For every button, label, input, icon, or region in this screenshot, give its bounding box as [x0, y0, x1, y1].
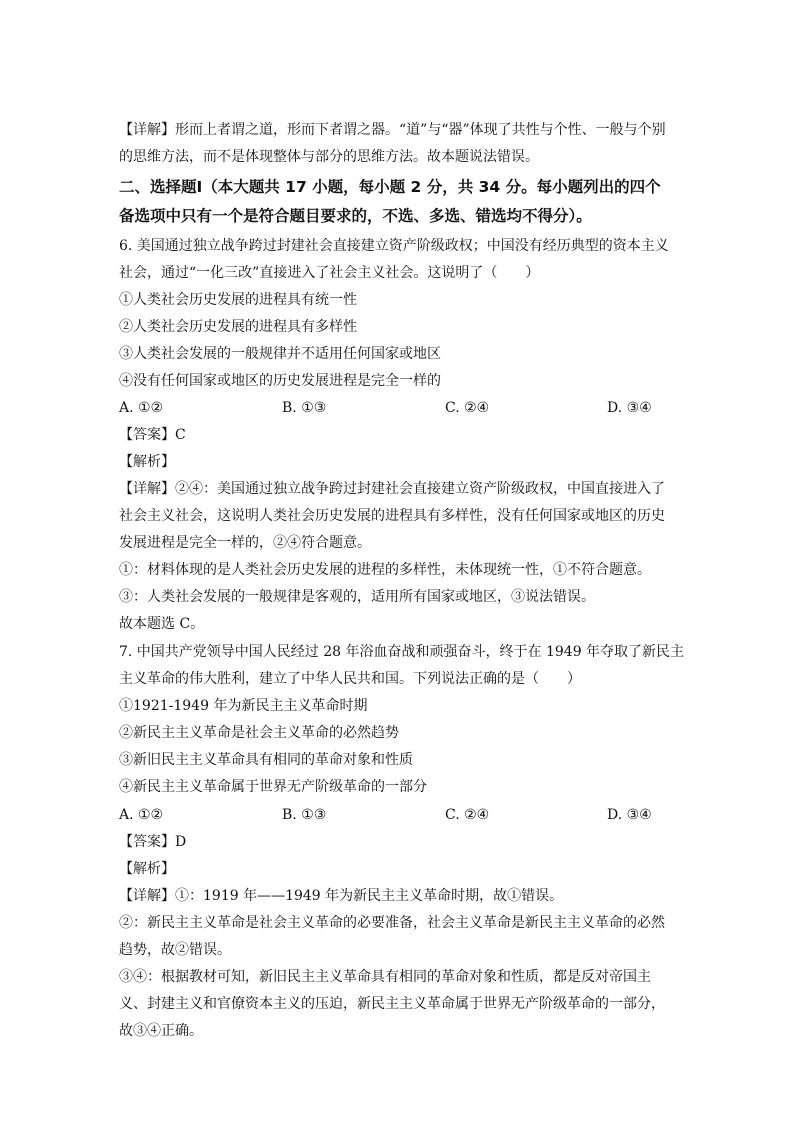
explanation: 趋势，故②错误。 — [119, 942, 231, 958]
explanation: 【详解】①：1919 年——1949 年为新民主主义革命时期，故①错误。 — [119, 888, 564, 904]
statement: ③人类社会发展的一般规律并不适用任何国家或地区 — [119, 346, 441, 362]
explanation: ③：人类社会发展的一般规律是客观的，适用所有国家或地区，③说法错误。 — [119, 589, 595, 605]
q6-option-d: D. ③④ — [607, 400, 652, 416]
text-line: 的思维方法，而不是体现整体与部分的思维方法。故本题说法错误。 — [119, 149, 539, 165]
question-6-stem: 6. 美国通过独立战争跨过封建社会直接建立资产阶级政权；中国没有经历典型的资本主义 — [119, 238, 669, 254]
statement: ④没有任何国家或地区的历史发展进程是完全一样的 — [119, 373, 441, 389]
explanation: 故本题选 C。 — [119, 616, 205, 632]
explanation: 社会主义社会，这说明人类社会历史发展的进程具有多样性，没有任何国家或地区的历史 — [119, 508, 665, 524]
section-heading: 二、选择题Ⅰ（本大题共 17 小题，每小题 2 分，共 34 分。每小题列出的四个 — [119, 178, 661, 196]
q6-option-c: C. ②④ — [445, 400, 490, 416]
question-7-stem: 主义革命的伟大胜利，建立了中华人民共和国。下列说法正确的是（ ） — [119, 671, 581, 687]
statement: ②新民主主义革命是社会主义革命的必然趋势 — [119, 725, 399, 741]
statement: ①1921-1949 年为新民主主义革命时期 — [119, 698, 368, 714]
explanation: 发展进程是完全一样的，②④符合题意。 — [119, 535, 371, 551]
analysis-label: 【解析】 — [119, 454, 175, 470]
explanation: ③④：根据教材可知，新旧民主主义革命具有相同的革命对象和性质，都是反对帝国主 — [119, 969, 651, 985]
q6-option-a: A. ①② — [119, 400, 164, 416]
analysis-label: 【解析】 — [119, 861, 175, 877]
explanation: 义、封建主义和官僚资本主义的压迫，新民主主义革命属于世界无产阶级革命的一部分， — [119, 996, 665, 1012]
q7-option-b: B. ①③ — [282, 807, 327, 823]
answer: 【答案】D — [119, 834, 187, 850]
section-heading: 备选项中只有一个是符合题目要求的，不选、多选、错选均不得分）。 — [119, 207, 592, 225]
q7-option-c: C. ②④ — [445, 807, 490, 823]
q7-option-a: A. ①② — [119, 807, 164, 823]
explanation: ①：材料体现的是人类社会历史发展的进程的多样性，未体现统一性，①不符合题意。 — [119, 562, 651, 578]
statement: ①人类社会历史发展的进程具有统一性 — [119, 292, 357, 308]
q7-option-d: D. ③④ — [607, 807, 652, 823]
explanation: ②：新民主主义革命是社会主义革命的必要准备，社会主义革命是新民主主义革命的必然 — [119, 915, 665, 931]
question-6-stem: 社会，通过“一化三改”直接进入了社会主义社会。这说明了（ ） — [119, 265, 540, 281]
q6-option-b: B. ①③ — [282, 400, 327, 416]
question-7-stem: 7. 中国共产党领导中国人民经过 28 年浴血奋战和顽强奋斗，终于在 1949 年夺取了新民主 — [119, 644, 685, 660]
statement: ③新旧民主主义革命具有相同的革命对象和性质 — [119, 752, 413, 768]
statement: ④新民主主义革命属于世界无产阶级革命的一部分 — [119, 779, 427, 795]
statement: ②人类社会历史发展的进程具有多样性 — [119, 319, 357, 335]
text-line: 【详解】形而上者谓之道，形而下者谓之器。“道”与“器”体现了共性与个性、一般与个别 — [119, 122, 666, 138]
answer: 【答案】C — [119, 427, 186, 443]
explanation: 【详解】②④：美国通过独立战争跨过封建社会直接建立资产阶级政权，中国直接进入了 — [119, 481, 665, 497]
explanation: 故③④正确。 — [119, 1023, 203, 1039]
